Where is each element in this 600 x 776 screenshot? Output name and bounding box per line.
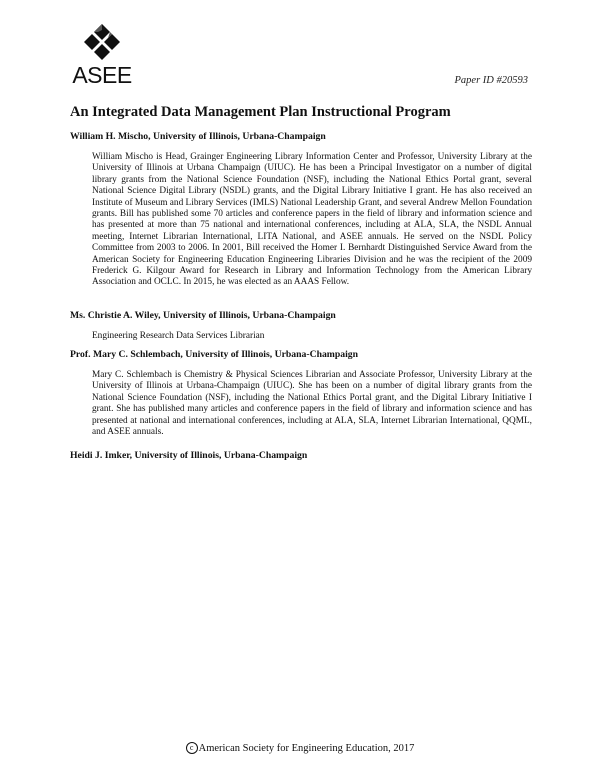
author-name: William H. Mischo, University of Illinois, Urbana-Champaign: [70, 131, 326, 142]
paper-id: Paper ID #20593: [454, 75, 528, 86]
author-bio: Engineering Research Data Services Librarian: [92, 331, 265, 341]
author-name: Ms. Christie A. Wiley, University of Illinois, Urbana-Champaign: [70, 310, 336, 321]
footer-text: American Society for Engineering Education, 2017: [198, 743, 415, 754]
author-block: [70, 310, 532, 342]
footer-copyright: [0, 742, 600, 754]
asee-logo-text: ASEE: [72, 62, 132, 88]
author-name: Heidi J. Imker, University of Illinois, Urbana-Champaign: [70, 450, 308, 461]
author-block: [70, 450, 532, 461]
copyright-icon: c: [186, 742, 198, 754]
author-block: [70, 131, 532, 289]
author-name: Prof. Mary C. Schlembach, University of Illinois, Urbana-Champaign: [70, 349, 359, 360]
asee-pinwheel-icon: [80, 22, 124, 62]
author-block: [70, 349, 532, 438]
author-bio: Mary C. Schlembach is Chemistry & Physical Sciences Librarian and Associate Professor, University Library at the University of Illinois at Urbana-Champaign (UIUC). She has been on a number of digital library grants from the National Science Foundation (NSF), including the National Ethics Portal grant, and the Digital Library Initiative I grant. She has published many articles and conference papers in the field of library and information science and has presented at national and international conferences, including at ALA, SLA, Internet Librarian International, QQML, and ASEE annuals.: [92, 370, 532, 438]
paper-title: An Integrated Data Management Plan Instructional Program: [70, 104, 451, 120]
author-bio: William Mischo is Head, Grainger Engineering Library Information Center and Professor, University Library at the University of Illinois at Urbana Champaign (UIUC). He has been a Principal Investigator on a number of digital library grants from the National Science Foundation (NSF), including the National Ethics Portal grant, several National Science Digital Library (NSDL) grants, and the Digital Library Initiative I grant. He has also received an Institute of Museum and Library Services (IMLS) National Leadership Grant, and several Andrew Mellon Foundation grants. Bill has published some 70 articles and conference papers in the field of library and information science and has presented at more than 75 national and international conferences, including at ALA, SLA, the NSDL Annual meeting, Internet Librarian International, LITA National, and ASEE annuals. He served on the NSDL Policy Committee from 2003 to 2006. In 2001, Bill received the Homer I. Bernhardt Distinguished Service Award from the American Society for Engineering Education Engineering Libraries Division and he was the recipient of the 2009 Frederick G. Kilgour Award for Research in Library and Information Technology from the American Library Association and OCLC. In 2015, he was elected as an AAAS Fellow.: [92, 152, 532, 288]
